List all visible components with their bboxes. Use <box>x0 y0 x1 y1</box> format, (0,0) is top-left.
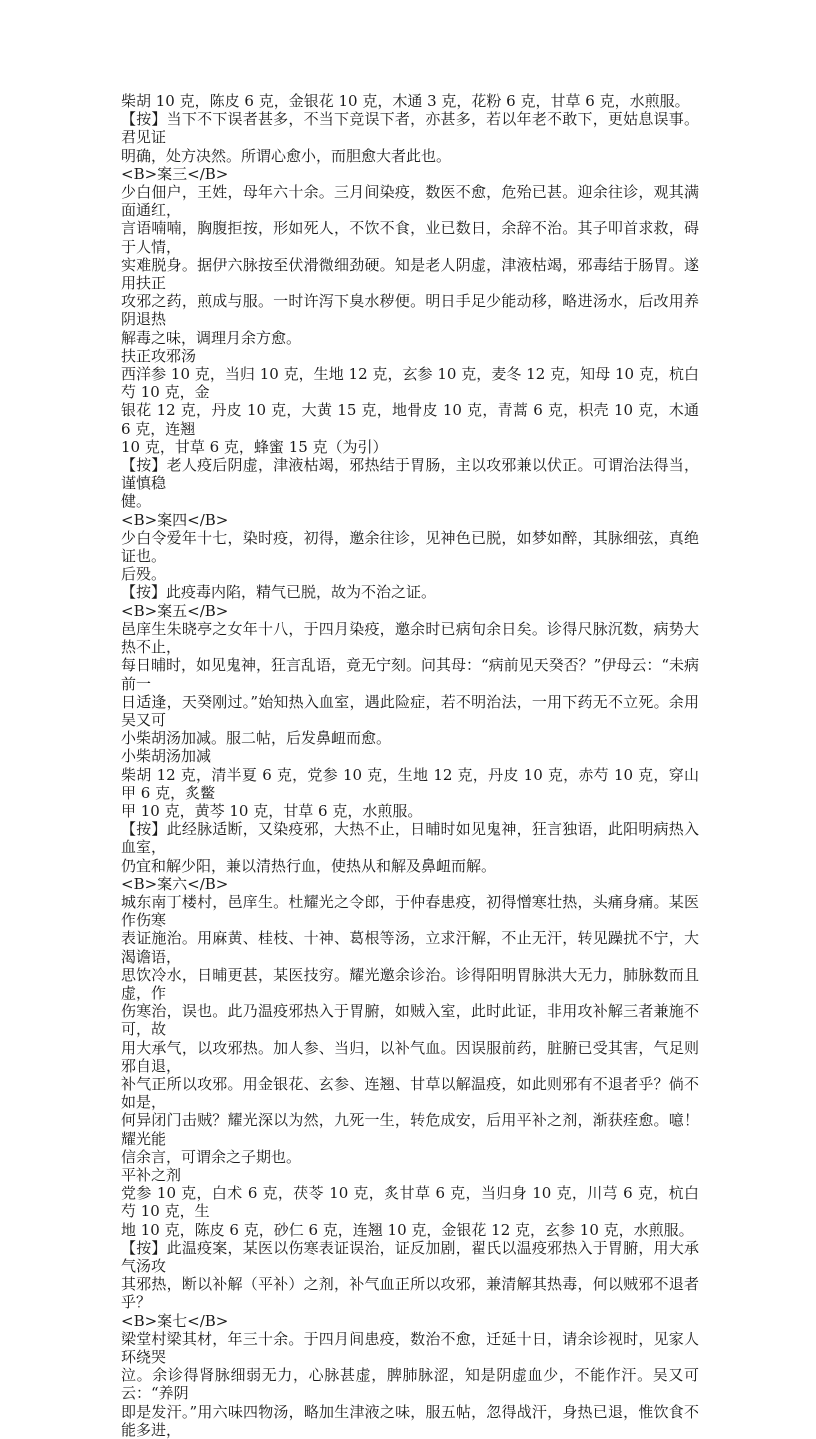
text-line: 小柴胡汤加减。服二帖，后发鼻衄而愈。 <box>121 729 392 748</box>
case-heading: <B>案七</B> <box>121 1311 229 1330</box>
text-line: 攻邪之药，煎成与服。一时许泻下臭水秽便。明日手足少能动移，略进汤水，后改用养阴退热 <box>121 292 699 329</box>
prescription-title: 平补之剂 <box>121 1165 182 1184</box>
text-line: 梁堂村梁其材，年三十余。于四月间患疫，数治不愈，迁延十日，请余诊视时，见家人环绕哭 <box>121 1329 699 1367</box>
text-line: 日适逢，天癸刚过。”始知热入血室，遇此险症，若不明治法，一用下药无不立死。余用吴又可 <box>121 692 699 729</box>
commentary-line: 【按】此经脉适断，又染疫邪，大热不止，日晡时如见鬼神，狂言独语，此阳明病热入血室， <box>121 820 699 857</box>
text-line: 何异闭门击贼？耀光深以为然，九死一生，转危成安，后用平补之剂，渐获痊愈。噫！耀光能 <box>121 1111 699 1148</box>
case-heading: <B>案六</B> <box>121 874 229 893</box>
text-line: 后殁。 <box>121 565 167 584</box>
document-page <box>121 92 704 1439</box>
text-line: 少白佃户，王姓，母年六十余。三月间染疫，数医不愈，危殆已甚。迎余往诊，观其满面通红， <box>121 183 699 220</box>
prescription-line: 党参 10 克，白术 6 克，茯苓 10 克，炙甘草 6 克，当归身 10 克，川芎 6 克，杭白芍 10 克，生 <box>121 1184 699 1221</box>
text-line: 信余言，可谓余之子期也。 <box>121 1147 302 1166</box>
prescription-line: 甲 10 克，黄芩 10 克，甘草 6 克，水煎服。 <box>121 801 423 820</box>
text-line: 表证施治。用麻黄、桂枝、十神、葛根等汤，立求汗解，不止无汗，转见躁扰不宁，大渴谵语， <box>121 929 699 966</box>
case-heading: <B>案四</B> <box>121 510 229 529</box>
commentary-line: 仍宜和解少阳，兼以清热行血，使热从和解及鼻衄而解。 <box>121 856 497 875</box>
commentary-line: 【按】此温疫案，某医以伤寒表证误治，证反加剧，翟氏以温疫邪热入于胃腑，用大承气汤攻 <box>121 1238 699 1275</box>
commentary-line: 明确，处方决然。所谓心愈小，而胆愈大者此也。 <box>121 146 452 165</box>
prescription-line: 西洋参 10 克，当归 10 克，生地 12 克，玄参 10 克，麦冬 12 克，知母 10 克，杭白芍 10 克，金 <box>121 365 699 402</box>
commentary-line: 【按】老人疫后阴虚，津液枯竭，邪热结于胃肠，主以攻邪兼以伏正。可谓治法得当，谨慎稳 <box>121 456 699 493</box>
text-line: 补气正所以攻邪。用金银花、玄参、连翘、甘草以解温疫，如此则邪有不退者乎？倘不如是， <box>121 1074 699 1112</box>
prescription-line: 10 克，甘草 6 克，蜂蜜 15 克（为引） <box>121 437 388 456</box>
text-line: 每日晡时，如见鬼神，狂言乱语，竟无宁刻。问其母：“病前见天癸否？”伊母云：“未病前一 <box>121 656 700 693</box>
text-line: 柴胡 10 克，陈皮 6 克，金银花 10 克，木通 3 克，花粉 6 克，甘草 6 克，水煎服。 <box>121 92 690 110</box>
commentary-line: 【按】此疫毒内陷，精气已脱，故为不治之证。 <box>121 583 437 602</box>
text-line: 少白令爱年十七，染时疫，初得，邀余往诊，见神色已脱，如梦如醉，其脉细弦，真绝证也。 <box>121 528 699 566</box>
text-line: 城东南丁楼村，邑庠生。杜耀光之令郎，于仲春患疫，初得憎寒壮热，头痛身痛。某医作伤寒 <box>121 892 699 930</box>
case-heading: <B>案五</B> <box>121 601 229 620</box>
case-heading: <B>案三</B> <box>121 164 229 183</box>
text-line: 实难脱身。据伊六脉按至伏滑微细劲硬。知是老人阴虚，津液枯竭，邪毒结于肠胃。遂用扶正 <box>121 255 699 293</box>
text-line: 即是发汗。”用六味四物汤，略加生津液之味，服五帖，忽得战汗，身热已退，惟饮食不能多进， <box>121 1402 699 1439</box>
prescription-line: 柴胡 12 克，清半夏 6 克，党参 10 克，生地 12 克，丹皮 10 克，赤芍 10 克，穿山甲 6 克，炙鳖 <box>121 765 699 802</box>
prescription-title: 扶正攻邪汤 <box>121 346 197 365</box>
prescription-line: 银花 12 克，丹皮 10 克，大黄 15 克，地骨皮 10 克，青蒿 6 克，枳壳 10 克，木通 6 克，连翘 <box>121 401 704 438</box>
commentary-line: 其邪热，断以补解（平补）之剂，补气血正所以攻邪，兼清解其热毒，何以贼邪不退者乎？ <box>121 1275 699 1312</box>
commentary-line: 健。 <box>121 492 152 511</box>
prescription-line: 地 10 克，陈皮 6 克，砂仁 6 克，连翘 10 克，金银花 12 克，玄参 10 克，水煎服。 <box>121 1220 694 1239</box>
text-line: 解毒之味，调理月余方愈。 <box>121 328 302 347</box>
text-line: 伤寒治，误也。此乃温疫邪热入于胃腑，如贼入室，此时此证，非用攻补解三者兼施不可，故 <box>121 1002 699 1039</box>
text-line: 思饮冷水，日晡更甚，某医技穷。耀光邀余诊治。诊得阳明胃脉洪大无力，肺脉数而且虚，作 <box>121 965 699 1002</box>
commentary-line: 【按】当下不下误者甚多，不当下竞误下者，亦甚多，若以年老不敢下，更姑息误事。君见证 <box>121 110 699 147</box>
text-line: 用大承气，以攻邪热。加人参、当归，以补气血。因误服前药，脏腑已受其害，气足则邪自退， <box>121 1038 699 1075</box>
text-line: 泣。余诊得肾脉细弱无力，心脉甚虚，脾肺脉涩，知是阴虚血少，不能作汗。吴又可云：“养阴 <box>121 1366 699 1403</box>
prescription-title: 小柴胡汤加减 <box>121 747 212 766</box>
text-line: 言语喃喃，胸腹拒按，形如死人，不饮不食，业已数日，余辞不治。其子叩首求救，碍于人情， <box>121 219 699 256</box>
text-line: 邑庠生朱晓亭之女年十八，于四月染疫，邀余时已病旬余日矣。诊得尺脉沉数，病势大热不止， <box>121 619 699 657</box>
